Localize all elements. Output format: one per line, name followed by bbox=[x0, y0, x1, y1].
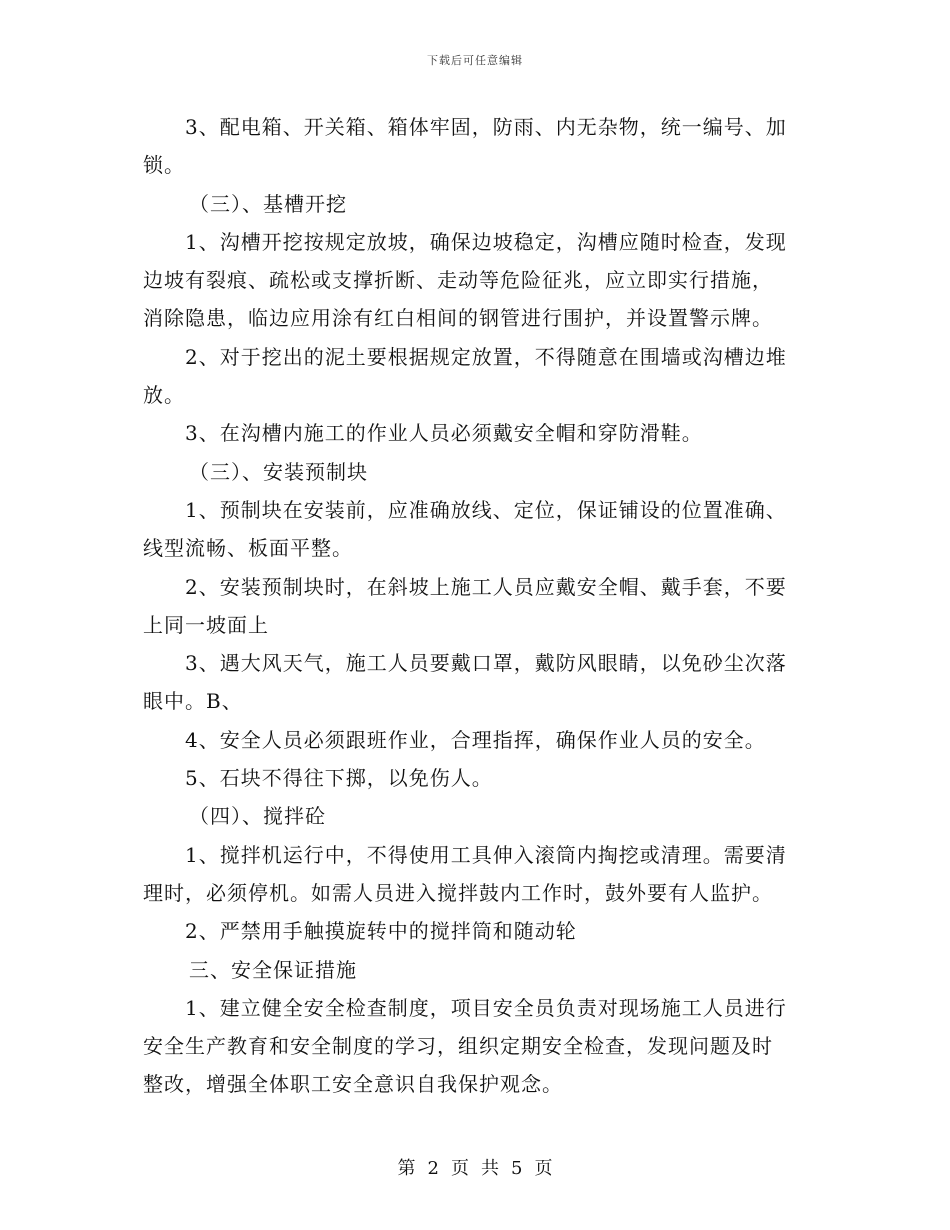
paragraph-line: 2、安装预制块时，在斜坡上施工人员应戴安全帽、戴手套，不要 bbox=[185, 574, 787, 599]
paragraph-line: 眼中。B、 bbox=[143, 689, 243, 714]
section-heading: （四）、搅拌砼 bbox=[189, 804, 326, 829]
paragraph-line: 消除隐患，临边应用涂有红白相间的钢管进行围护，并设置警示牌。 bbox=[143, 306, 773, 331]
paragraph-line: 2、对于挖出的泥土要根据规定放置，不得随意在围墙或沟槽边堆 bbox=[185, 344, 787, 369]
paragraph-line: 放。 bbox=[143, 383, 185, 408]
paragraph-line: 3、配电箱、开关箱、箱体牢固，防雨、内无杂物，统一编号、加 bbox=[185, 115, 787, 139]
footer-page-unit: 页 bbox=[451, 1158, 469, 1179]
document-body bbox=[143, 108, 811, 1104]
paragraph-line: 安全生产教育和安全制度的学习，组织定期安全检查，发现问题及时 bbox=[143, 1034, 773, 1059]
page-header-note: 下载后可任意编辑 bbox=[427, 54, 523, 67]
footer-page-current: 2 bbox=[427, 1158, 439, 1179]
paragraph-line: 线型流畅、板面平整。 bbox=[143, 536, 353, 561]
paragraph-line: 理时，必须停机。如需人员进入搅拌鼓内工作时，鼓外要有人监护。 bbox=[143, 880, 773, 905]
paragraph-line: 上同一坡面上 bbox=[143, 612, 269, 637]
footer-total-word: 共 bbox=[481, 1158, 499, 1179]
paragraph-line: 4、安全人员必须跟班作业，合理指挥，确保作业人员的安全。 bbox=[185, 727, 766, 752]
paragraph-line: 整改，增强全体职工安全意识自我保护观念。 bbox=[143, 1072, 563, 1097]
paragraph-line: 5、石块不得往下掷，以免伤人。 bbox=[185, 766, 493, 791]
section-heading: （三）、基槽开挖 bbox=[189, 191, 347, 216]
paragraph-line: 锁。 bbox=[143, 153, 185, 178]
footer-page-word: 第 bbox=[397, 1158, 416, 1179]
paragraph-line: 边坡有裂痕、疏松或支撑折断、走动等危险征兆，应立即实行措施， bbox=[143, 268, 773, 293]
paragraph-line: 3、遇大风天气，施工人员要戴口罩，戴防风眼睛，以免砂尘次落 bbox=[185, 651, 787, 676]
page-number-footer bbox=[0, 1154, 950, 1180]
paragraph-line: 1、搅拌机运行中，不得使用工具伸入滚筒内掏挖或清理。需要清 bbox=[185, 842, 787, 867]
section-heading: 三、安全保证措施 bbox=[189, 957, 357, 982]
paragraph-line: 1、沟槽开挖按规定放坡，确保边坡稳定，沟槽应随时检查，发现 bbox=[185, 229, 787, 254]
footer-total-unit: 页 bbox=[534, 1158, 553, 1179]
section-heading: （三）、安装预制块 bbox=[189, 459, 368, 484]
paragraph-line: 2、严禁用手触摸旋转中的搅拌筒和随动轮 bbox=[185, 919, 577, 944]
paragraph-line: 1、预制块在安装前，应准确放线、定位，保证铺设的位置准确、 bbox=[185, 497, 787, 522]
paragraph-line: 3、在沟槽内施工的作业人员必须戴安全帽和穿防滑鞋。 bbox=[185, 421, 703, 446]
footer-page-total: 5 bbox=[511, 1158, 523, 1179]
paragraph-line: 1、建立健全安全检查制度，项目安全员负责对现场施工人员进行 bbox=[185, 995, 787, 1020]
